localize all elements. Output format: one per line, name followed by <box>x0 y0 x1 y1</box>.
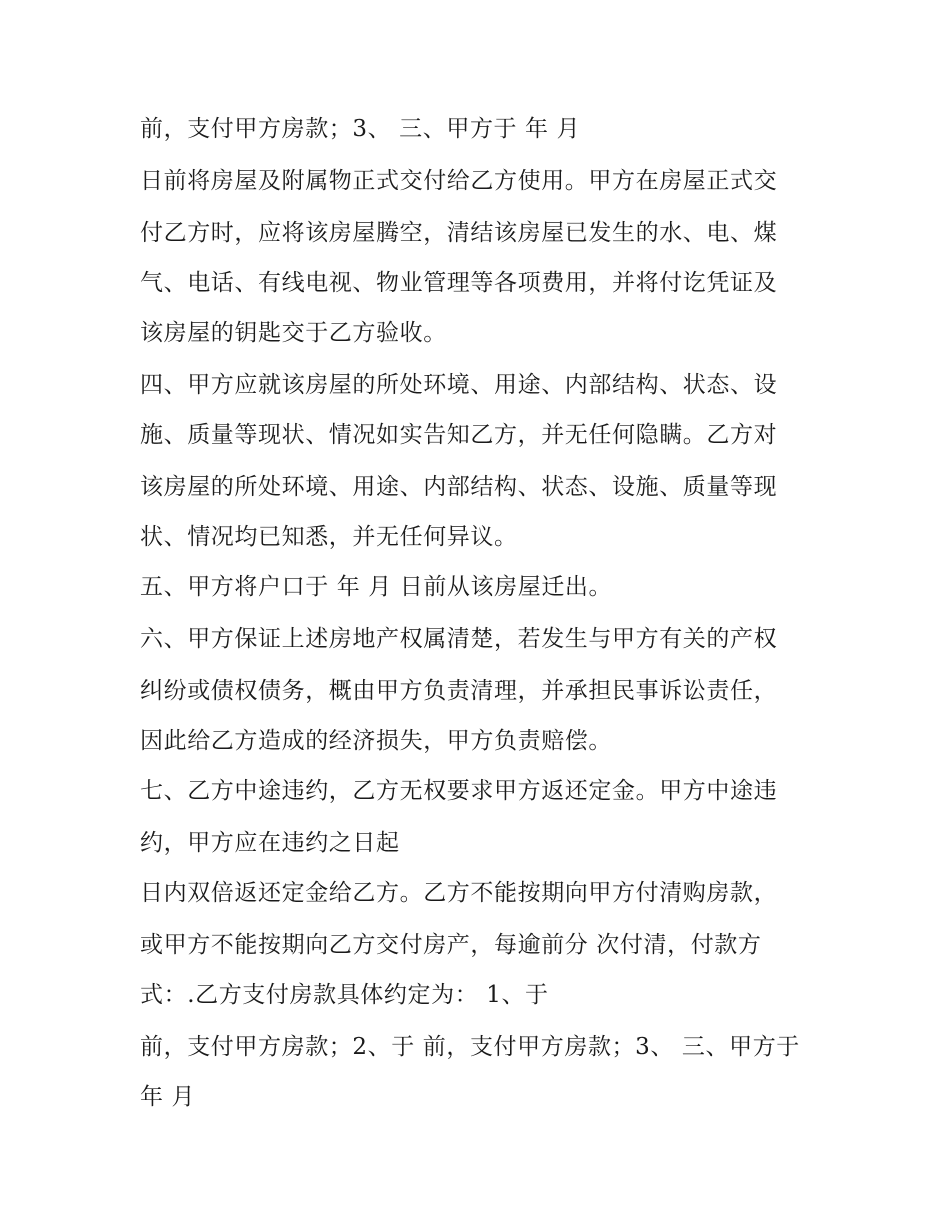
text-line-13: 因此给乙方造成的经济损失，甲方负责赔偿。 <box>140 728 612 754</box>
text-line-16: 日内双倍返还定金给乙方。乙方不能按期向甲方付清购房款， <box>140 880 778 906</box>
text-line-8: 该房屋的所处环境、用途、内部结构、状态、设施、质量等现 <box>140 474 778 500</box>
text-line-9: 状、情况均已知悉，并无任何异议。 <box>140 524 518 550</box>
text-line-19: 前，支付甲方房款；2、于 前，支付甲方房款；3、 三、甲方于 <box>140 1034 800 1060</box>
text-line-6: 四、甲方应就该房屋的所处环境、用途、内部结构、状态、设 <box>140 372 778 398</box>
text-line-17: 或甲方不能按期向乙方交付房产，每逾前分 次付清，付款方 <box>140 932 762 958</box>
text-line-14: 七、乙方中途违约，乙方无权要求甲方返还定金。甲方中途违 <box>140 778 778 804</box>
text-line-3: 付乙方时，应将该房屋腾空，清结该房屋已发生的水、电、煤 <box>140 220 778 246</box>
text-line-10: 五、甲方将户口于 年 月 日前从该房屋迁出。 <box>140 574 613 600</box>
text-line-18: 式：.乙方支付房款具体约定为： 1、于 <box>140 982 549 1008</box>
text-line-4: 气、电话、有线电视、物业管理等各项费用，并将付讫凭证及 <box>140 270 778 296</box>
text-line-5: 该房屋的钥匙交于乙方验收。 <box>140 320 447 346</box>
text-line-20: 年 月 <box>140 1084 196 1110</box>
text-line-7: 施、质量等现状、情况如实告知乙方，并无任何隐瞒。乙方对 <box>140 422 778 448</box>
text-line-2: 日前将房屋及附属物正式交付给乙方使用。甲方在房屋正式交 <box>140 168 778 194</box>
text-line-11: 六、甲方保证上述房地产权属清楚，若发生与甲方有关的产权 <box>140 626 778 652</box>
text-line-15: 约，甲方应在违约之日起 <box>140 830 400 856</box>
text-line-12: 纠纷或债权债务，概由甲方负责清理，并承担民事诉讼责任， <box>140 678 778 704</box>
text-line-1: 前，支付甲方房款；3、 三、甲方于 年 月 <box>140 116 581 142</box>
